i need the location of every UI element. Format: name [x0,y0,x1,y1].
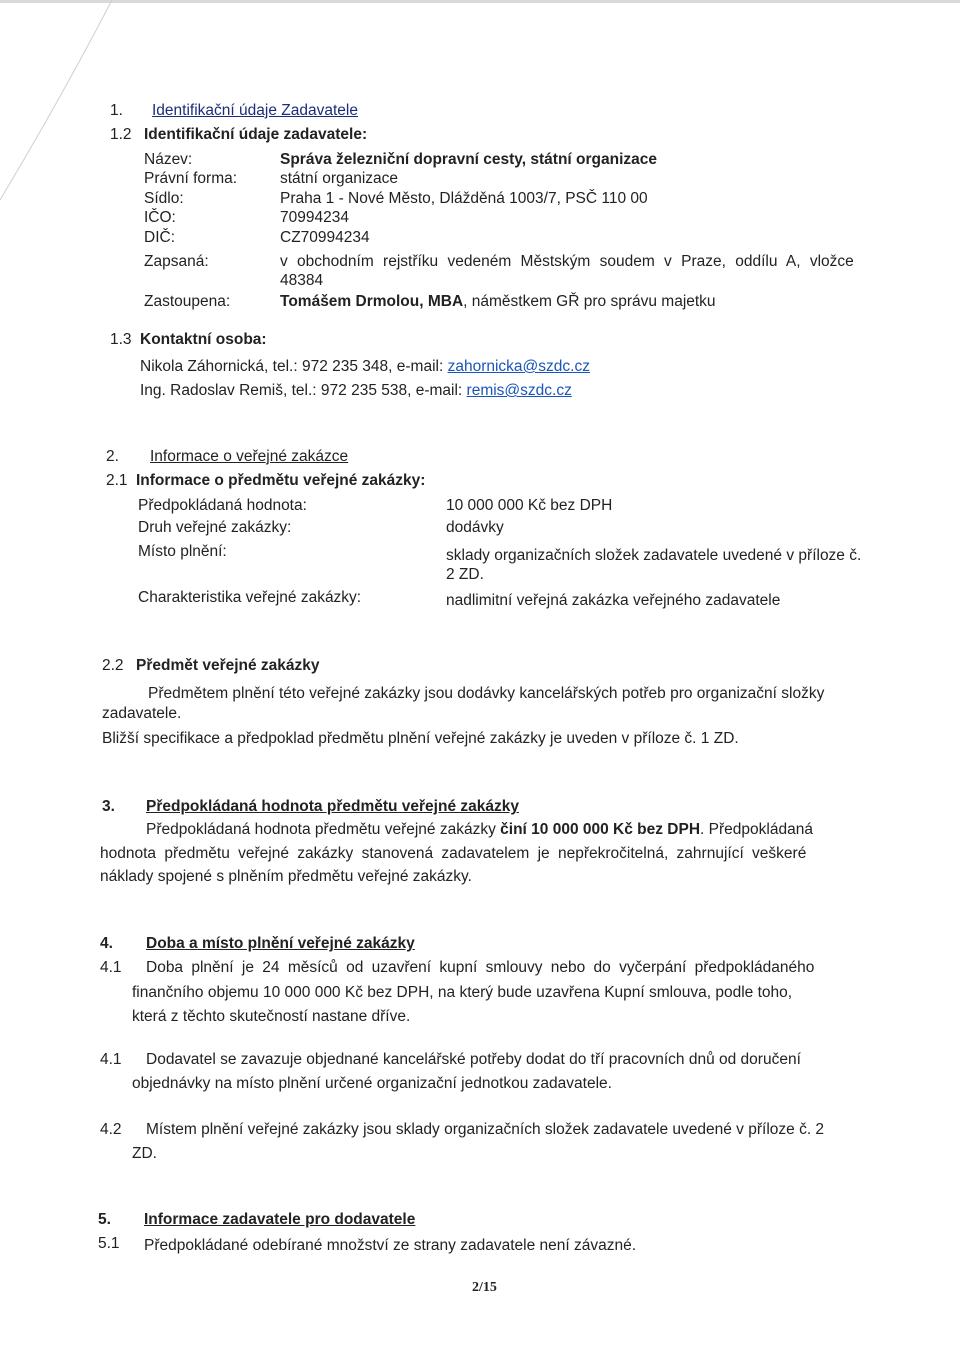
value-charakteristika: nadlimitní veřejná zakázka veřejného zadavatele [446,592,781,609]
section-2-2-number: 2.2 [102,657,124,674]
scan-artifact [0,0,120,240]
label-misto-plneni: Místo plnění: [138,543,227,560]
section-5-number: 5. [98,1211,111,1228]
section-3-line-3: náklady spojené s plněním předmětu veřejné zakázky. [100,868,472,885]
contact-2 [140,381,572,400]
section-1-number: 1. [110,102,123,119]
section-5-heading: Informace zadavatele pro dodavatele [144,1211,416,1228]
section-2-2-line-3: Bližší specifikace a předpoklad předmětu plnění veřejné zakázky je uveden v příloze č. 1 ZD. [102,730,739,747]
value-sidlo: Praha 1 - Nové Město, Dlážděná 1003/7, PSČ 110 00 [280,190,648,207]
label-druh-zakazky: Druh veřejné zakázky: [138,519,292,536]
contact-2-text: Ing. Radoslav Remiš, tel.: 972 235 538, e-mail: [140,382,467,399]
section-1-3-heading: Kontaktní osoba: [140,331,267,348]
value-ico: 70994234 [280,209,349,226]
label-predpokladana-hodnota: Předpokládaná hodnota: [138,497,307,514]
item-4-1b-number: 4.1 [100,1051,122,1068]
section-2-2-line-2: zadavatele. [102,705,182,722]
item-4-1a-number: 4.1 [100,959,122,976]
label-zastoupena: Zastoupena: [144,293,231,310]
value-pravni-forma: státní organizace [280,170,399,187]
item-4-2-line-2: ZD. [132,1145,157,1162]
value-druh-zakazky: dodávky [446,519,504,536]
section-2-number: 2. [106,448,119,465]
value-predpokladana-hodnota: 10 000 000 Kč bez DPH [446,497,613,514]
page-number: 2/15 [472,1280,497,1295]
section-5-1-text: Předpokládané odebírané množství ze strany zadavatele není závazné. [144,1237,637,1254]
section-3-line-1-a: Předpokládaná hodnota předmětu veřejné zakázky [146,821,501,838]
section-1-3-number: 1.3 [110,331,132,348]
section-5-1-number: 5.1 [98,1235,120,1252]
value-misto-plneni-cont: 2 ZD. [446,566,484,583]
section-2-1-number: 2.1 [106,472,128,489]
item-4-1b-line-2: objednávky na místo plnění určené organizační jednotkou zadavatele. [132,1075,612,1092]
value-zapsana-vlozka: 48384 [280,272,324,289]
section-4-number: 4. [100,935,113,952]
value-nazev: Správa železniční dopravní cesty, státní organizace [280,151,658,168]
item-4-2-line-1: Místem plnění veřejné zakázky jsou sklady organizačních složek zadavatele uvedené v příloze č. 2 [146,1121,825,1138]
item-4-2-number: 4.2 [100,1121,122,1138]
label-charakteristika: Charakteristika veřejné zakázky: [138,589,362,606]
item-4-1a-line-3: která z těchto skutečností nastane dříve. [132,1008,411,1025]
label-sidlo: Sídlo: [144,190,184,207]
label-ico: IČO: [144,209,176,226]
label-nazev: Název: [144,151,193,168]
contact-1-email-link[interactable]: zahornicka@szdc.cz [447,358,590,375]
zastoupena-name: Tomášem Drmolou, MBA [280,293,464,310]
item-4-1a-line-1: Doba plnění je 24 měsíců od uzavření kupní smlouvy nebo do vyčerpání předpokládaného [146,959,815,976]
scan-edge [0,0,960,3]
zastoupena-role: , náměstkem GŘ pro správu majetku [463,293,716,310]
section-1-heading: Identifikační údaje Zadavatele [152,102,358,119]
label-dic: DIČ: [144,229,175,246]
contact-1 [140,357,590,376]
value-dic: CZ70994234 [280,229,370,246]
section-3-heading: Předpokládaná hodnota předmětu veřejné zakázky [146,798,519,815]
label-pravni-forma: Právní forma: [144,170,238,187]
section-3-number: 3. [102,798,115,815]
contact-1-text: Nikola Záhornická, tel.: 972 235 348, e-mail: [140,358,448,375]
value-zapsana: v obchodním rejstříku vedeném Městským soudem v Praze, oddílu A, vložce [280,253,854,270]
contact-2-email-link[interactable]: remis@szdc.cz [466,382,572,399]
section-4-heading: Doba a místo plnění veřejné zakázky [146,935,415,952]
section-1-2-heading: Identifikační údaje zadavatele: [144,126,368,143]
item-4-1b-line-1: Dodavatel se zavazuje objednané kancelářské potřeby dodat do tří pracovních dnů od doručení [146,1051,801,1068]
section-2-2-line-1: Předmětem plnění této veřejné zakázky jsou dodávky kancelářských potřeb pro organizační složky [148,685,825,702]
section-2-1-heading: Informace o předmětu veřejné zakázky: [136,472,426,489]
section-2-2-heading: Předmět veřejné zakázky [136,657,320,674]
section-3-line-1 [146,820,813,839]
section-3-line-1-value: činí 10 000 000 Kč bez DPH [500,821,701,838]
section-3-line-1-c: . Předpokládaná [700,821,813,838]
section-3-line-2: hodnota předmětu veřejné zakázky stanovená zadavatelem je nepřekročitelná, zahrnující veškeré [100,845,807,862]
label-zapsana: Zapsaná: [144,253,209,270]
value-zastoupena [280,292,716,311]
value-misto-plneni: sklady organizačních složek zadavatele uvedené v příloze č. [446,547,862,564]
section-2-heading: Informace o veřejné zakázce [150,448,349,465]
item-4-1a-line-2: finančního objemu 10 000 000 Kč bez DPH, na který bude uzavřena Kupní smlouva, podle toho, [132,984,793,1001]
section-1-2-number: 1.2 [110,126,132,143]
